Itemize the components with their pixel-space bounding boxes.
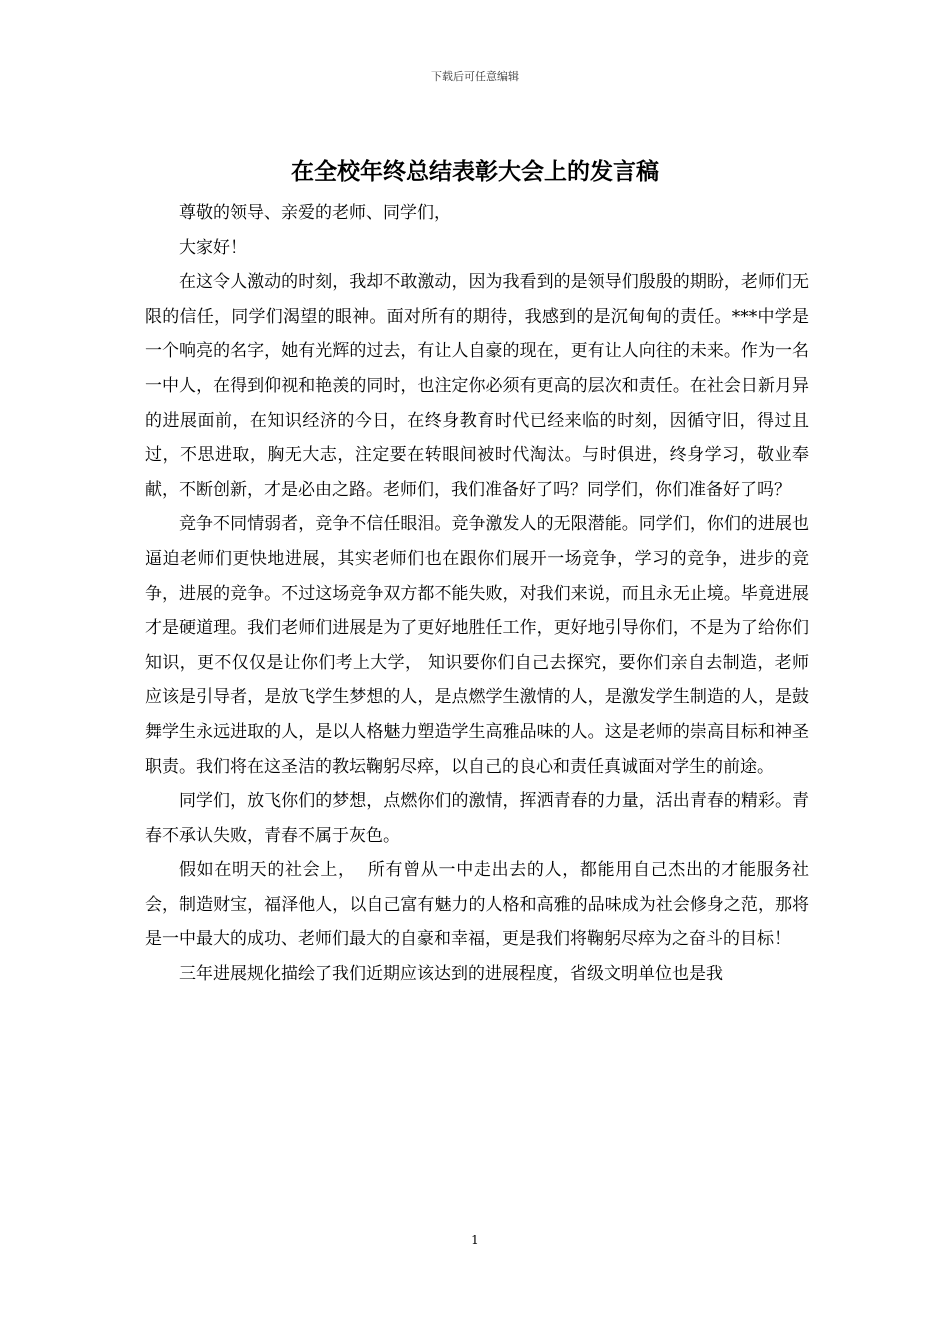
paragraph-greeting: 大家好！ [179, 237, 247, 258]
paragraph: 同学们，放飞你们的梦想，点燃你们的激情，挥洒青春的力量，活出青春的精彩。青春不承认失败，青春不属于灰色。 [145, 791, 809, 846]
paragraph: 竞争不同情弱者，竞争不信任眼泪。竞争激发人的无限潜能。同学们，你们的进展也逼迫老师们更快地进展，其实老师们也在跟你们展开一场竞争，学习的竞争，进步的竞争，进展的竞争。不过这场竞争双方都不能失败，对我们来说，而且永无止境。毕竟进展才是硬道理。我们老师们进展是为了更好地胜任工作，更好地引导你们，不是为了给你们知识，更不仅仅是让你们考上大学， 知识要你们自己去探究，要你们亲自去制造，老师应该是引导者，是放飞学生梦想的人，是点燃学生激情的人，是激发学生制造的人，是鼓舞学生永远进取的人，是以人格魅力塑造学生高雅品味的人。这是老师的崇高目标和神圣职责。我们将在这圣洁的教坛鞠躬尽瘁，以自己的良心和责任真诚面对学生的前途。 [145, 514, 809, 777]
paragraph: 假如在明天的社会上， 所有曾从一中走出去的人，都能用自己杰出的才能服务社会，制造财宝，福泽他人，以自己富有魅力的人格和高雅的品味成为社会修身之范，那将是一中最大的成功、老师们最大的自豪和幸福，更是我们将鞠躬尽瘁为之奋斗的目标！ [145, 860, 809, 950]
header-note: 下载后可任意编辑 [431, 70, 519, 83]
document-body [145, 196, 809, 992]
paragraph: 三年进展规化描绘了我们近期应该达到的进展程度，省级文明单位也是我 [179, 964, 723, 985]
paragraph-salutation: 尊敬的领导、亲爱的老师、同学们， [179, 203, 451, 223]
document-title: 在全校年终总结表彰大会上的发言稿 [291, 159, 659, 185]
paragraph: 在这令人激动的时刻，我却不敢激动，因为我看到的是领导们殷殷的期盼，老师们无限的信任，同学们渴望的眼神。面对所有的期待，我感到的是沉甸甸的责任。***中学是一个响亮的名字，她有光辉的过去，有让人自豪的现在，更有让人向往的未来。作为一名一中人，在得到仰视和艳羡的同时，也注定你必须有更高的层次和责任。在社会日新月异的进展面前，在知识经济的今日，在终身教育时代已经来临的时刻，因循守旧，得过且过，不思进取，胸无大志，注定要在转眼间被时代淘汰。与时俱进，终身学习，敬业奉献，不断创新，才是必由之路。老师们，我们准备好了吗？同学们，你们准备好了吗？ [145, 272, 809, 500]
page-number: 1 [471, 1233, 479, 1247]
